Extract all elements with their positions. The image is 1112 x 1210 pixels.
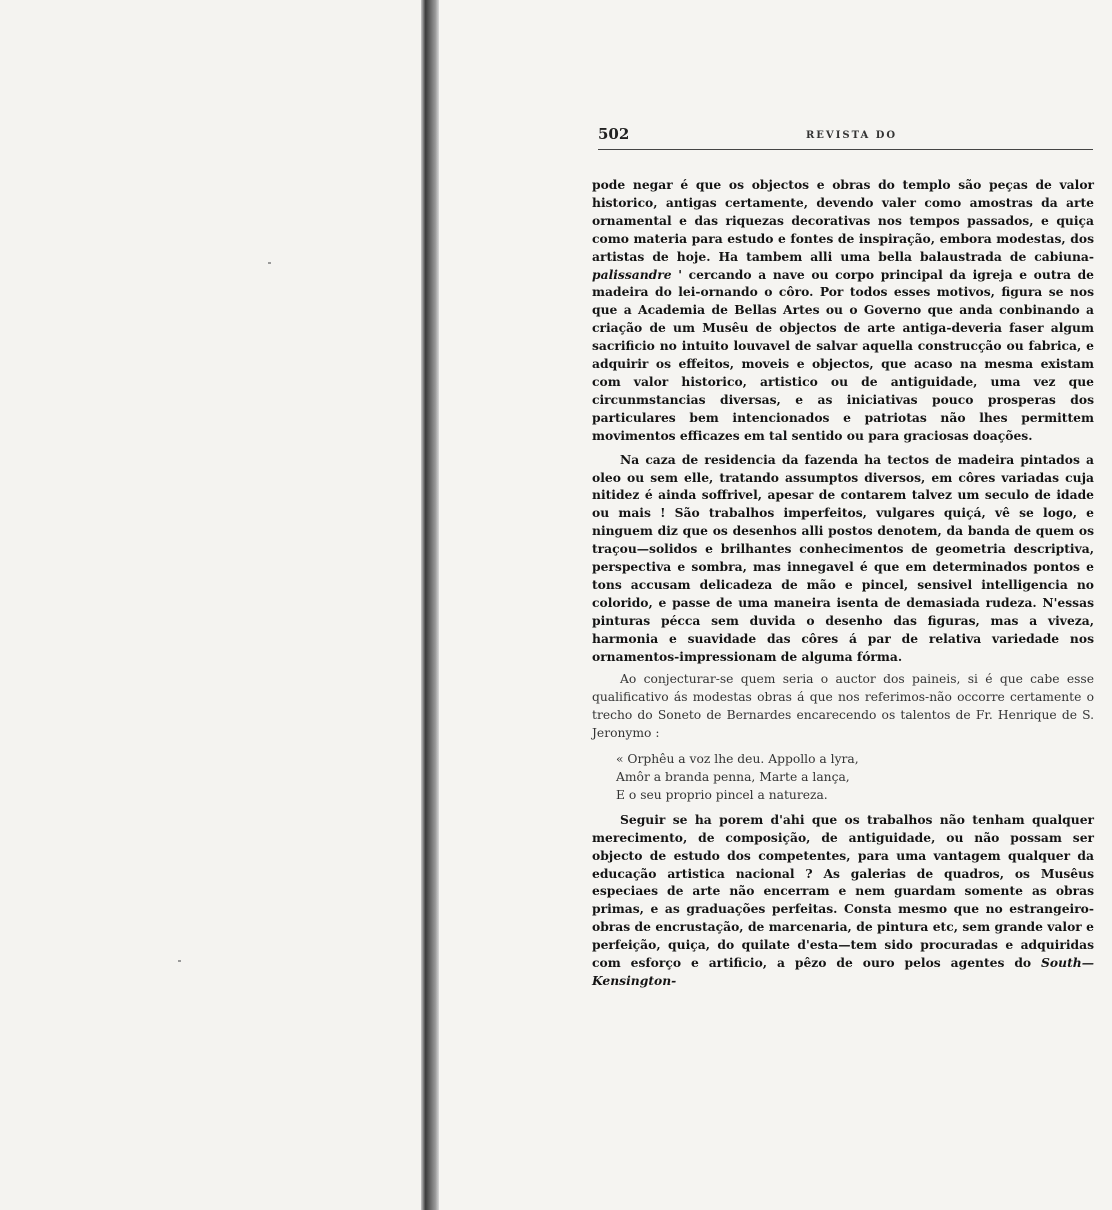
book-gutter [421,0,439,1210]
paper-speck [178,960,181,962]
italic-term: South—Kensington- [592,955,1094,988]
paragraph-3: Ao conjecturar-se quem seria o auctor dos paineis, si é que cabe esse qualificativo ás modestas obras á que nos referimos-não occorre certamente o trecho do Soneto de Bernardes encarecendo os talentos de Fr. Henrique de S. Jeronymo : [592,672,1094,741]
paragraph-1: pode negar é que os objectos e obras do templo são peças de valor historico, antigas certamente, devendo valer como amostras da arte ornamental e das riquezas decorativas nos tempos passados, e quiça como materia para estudo e fontes de inspiração, embora modestas, dos artistas de hoje. Ha tambem alli uma bella balaustrada de cabiuna-palissandre ' cercando a nave ou corpo principal da igreja e outra de madeira do lei-ornando o côro. Por todos esses motivos, figura se nos que a Academia de Bellas Artes ou o Governo que anda conbinando a criação de um Musêu de objectos de arte antiga-deveria faser algum sacrificio no intuito louvavel de salvar aquella construcção ou fabrica, e adquirir os effeitos, moveis e objectos, que acaso na mesma existam com valor historico, artistico ou de antiguidade, uma vez que circunmstancias diversas, e as iniciativas pouco prosperas dos particulares bem intencionados e patriotas não lhes permittem movimentos efficazes em tal sentido ou para graciosas doações. [592,177,1094,443]
italic-term: palissandre [592,266,672,282]
page-header [598,125,1093,147]
sonnet-quote [592,751,1094,805]
quote-line: E o seu proprio pincel a natureza. [616,787,828,802]
body-text [592,176,1094,990]
running-title: REVISTA DO [806,130,898,141]
left-page-blank [0,0,422,1210]
paragraph-4: Seguir se ha porem d'ahi que os trabalhos não tenham qualquer merecimento, de composição, de antiguidade, ou não possam ser objecto de estudo dos competentes, para uma vantagem qualquer da educação artistica nacional ? As galerias de quadros, os Musêus especiaes de arte não encerram e nem guardam somente as obras primas, e as graduações perfeitas. Consta mesmo que no estrangeiro-obras de encrustação, de marcenaria, de pintura etc, sem grande valor e perfeição, quiça, do quilate d'esta—tem sido procuradas e adquiridas com esforço e artificio, a pêzo de ouro pelos agentes do South—Kensington- [592,811,1094,988]
page-number: 502 [598,125,630,143]
quote-line: Amôr a branda penna, Marte a lança, [616,770,850,784]
paragraph-2: Na caza de residencia da fazenda ha tectos de madeira pintados a oleo ou sem elle, tratando assumptos diversos, em côres variadas cuja nitidez é ainda soffrivel, apesar de contarem talvez um seculo de idade ou mais ! São trabalhos imperfeitos, vulgares quiçá, vê se logo, e ninguem diz que os desenhos alli postos denotem, da banda de quem os traçou—solidos e brilhantes conhecimentos de geometria descriptiva, perspectiva e sombra, mas innegavel é que em determinados pontos e tons accusam delicadeza de mão e pincel, sensivel intelligencia no colorido, e passe de uma maneira isenta de demasiada rudeza. N'essas pinturas pécca sem duvida o desenho das figuras, mas a viveza, harmonia e suavidade das côres á par de relativa variedade nos ornamentos-impressionam de alguma fórma. [592,451,1094,664]
paper-speck [268,262,271,264]
quote-line: « Orphêu a voz lhe deu. Appollo a lyra, [616,752,859,767]
header-rule [598,149,1093,150]
